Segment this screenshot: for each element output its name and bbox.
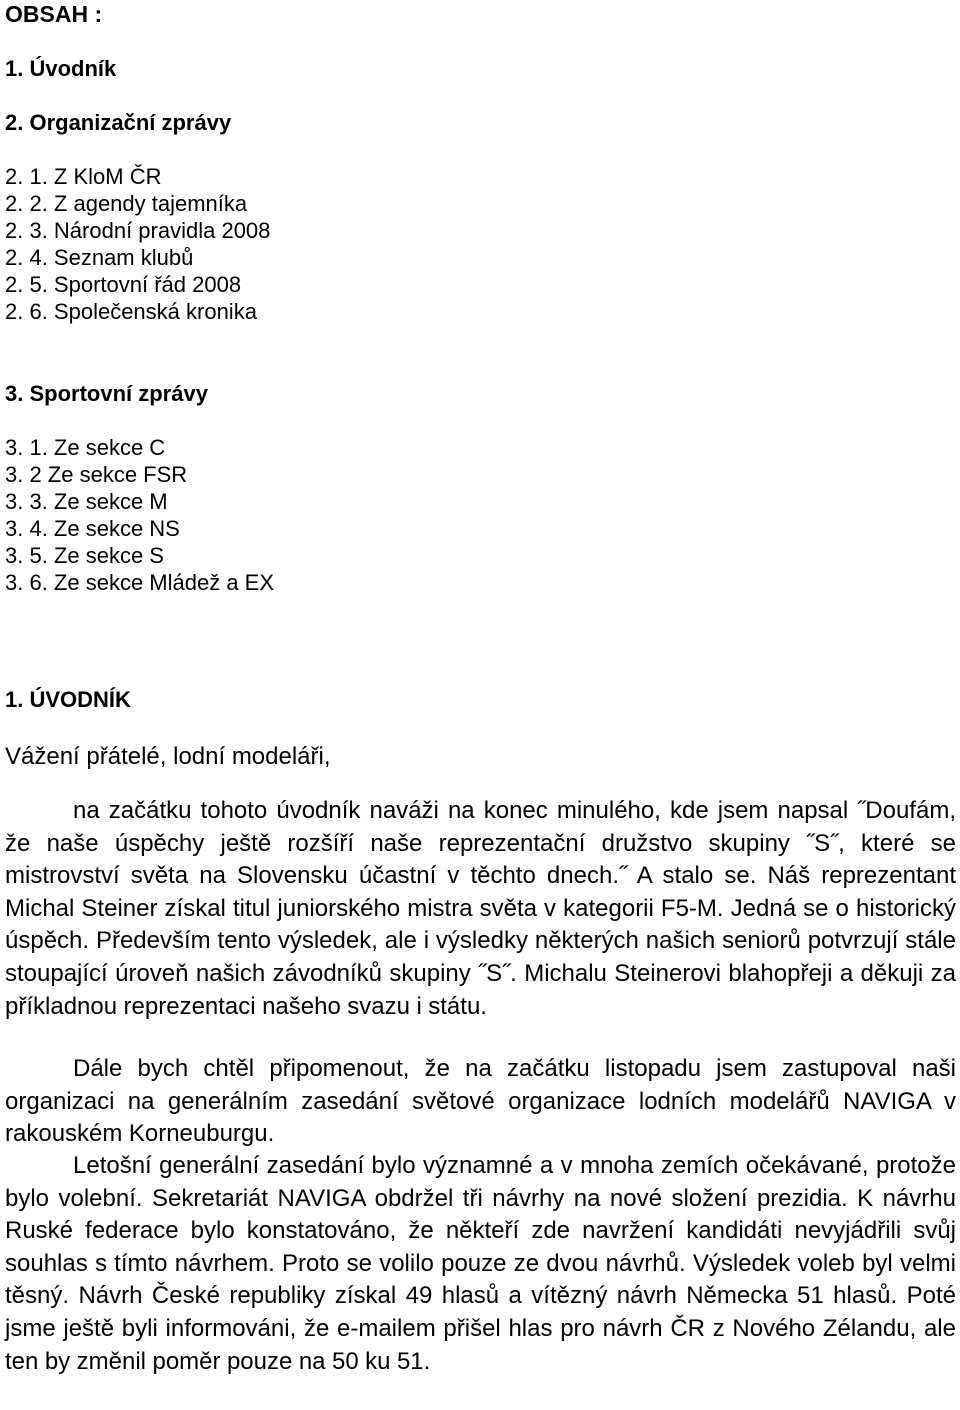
toc-item: 2. 4. Seznam klubů <box>5 245 194 270</box>
toc-item: 3. 2 Ze sekce FSR <box>5 462 188 487</box>
toc-item: 2. 6. Společenská kronika <box>5 299 257 324</box>
salutation: Vážení přátelé, lodní modeláři, <box>5 743 331 770</box>
toc-item: 2. 2. Z agendy tajemníka <box>5 191 248 216</box>
toc-title: OBSAH : <box>5 1 103 27</box>
toc-item: 1. Úvodník <box>5 56 117 81</box>
body-paragraph: na začátku tohoto úvodník naváži na konec minulého, kde jsem napsal ˝Doufám, že naše úspěchy ještě rozšíří naše reprezentační družstvo skupiny ˝S˝, které se mistrovství světa na Slovensku účastní v těchto dnech.˝ A stalo se. Náš reprezentant Michal Steiner získal titul juniorského mistra světa v kategorii F5-M. Jedná se o historický úspěch. Především tento výsledek, ale i výsledky některých našich seniorů potvrzují stále stoupající úroveň našich závodníků skupiny ˝S˝. Michalu Steinerovi blahopřeji a děkuji za příkladnou reprezentaci našeho svazu i státu. <box>5 797 956 1020</box>
toc-item: 3. 4. Ze sekce NS <box>5 516 180 541</box>
toc-item: 3. 5. Ze sekce S <box>5 543 164 568</box>
body-paragraph: Dále bych chtěl připomenout, že na začátku listopadu jsem zastupoval naši organizaci na generálním zasedání světové organizace lodních modelářů NAVIGA v rakouském Korneuburgu. <box>5 1055 956 1148</box>
toc-item: 2. 1. Z KloM ČR <box>5 164 162 189</box>
toc-item: 3. 1. Ze sekce C <box>5 435 166 460</box>
toc-item: 3. 3. Ze sekce M <box>5 489 168 514</box>
toc-item: 3. Sportovní zprávy <box>5 381 208 406</box>
toc-item: 2. Organizační zprávy <box>5 110 232 135</box>
toc-item: 3. 6. Ze sekce Mládež a EX <box>5 570 275 595</box>
body-paragraph: Letošní generální zasedání bylo významné a v mnoha zemích očekávané, protože bylo volební. Sekretariát NAVIGA obdržel tři návrhy na nové složení prezidia. K návrhu Ruské federace bylo konstatováno, že někteří zde navržení kandidáti nevyjádřili svůj souhlas s tímto návrhem. Proto se volilo pouze ze dvou návrhů. Výsledek voleb byl velmi těsný. Návrh České republiky získal 49 hlasů a vítězný návrh Německa 51 hlasů. Poté jsme ještě byli informováni, že e-mailem přišel hlas pro návrh ČR z Nového Zélandu, ale ten by změnil poměr pouze na 50 ku 51. <box>5 1152 956 1375</box>
article-title: 1. ÚVODNÍK <box>5 687 131 712</box>
toc-item: 2. 3. Národní pravidla 2008 <box>5 218 271 243</box>
toc-item: 2. 5. Sportovní řád 2008 <box>5 272 242 297</box>
